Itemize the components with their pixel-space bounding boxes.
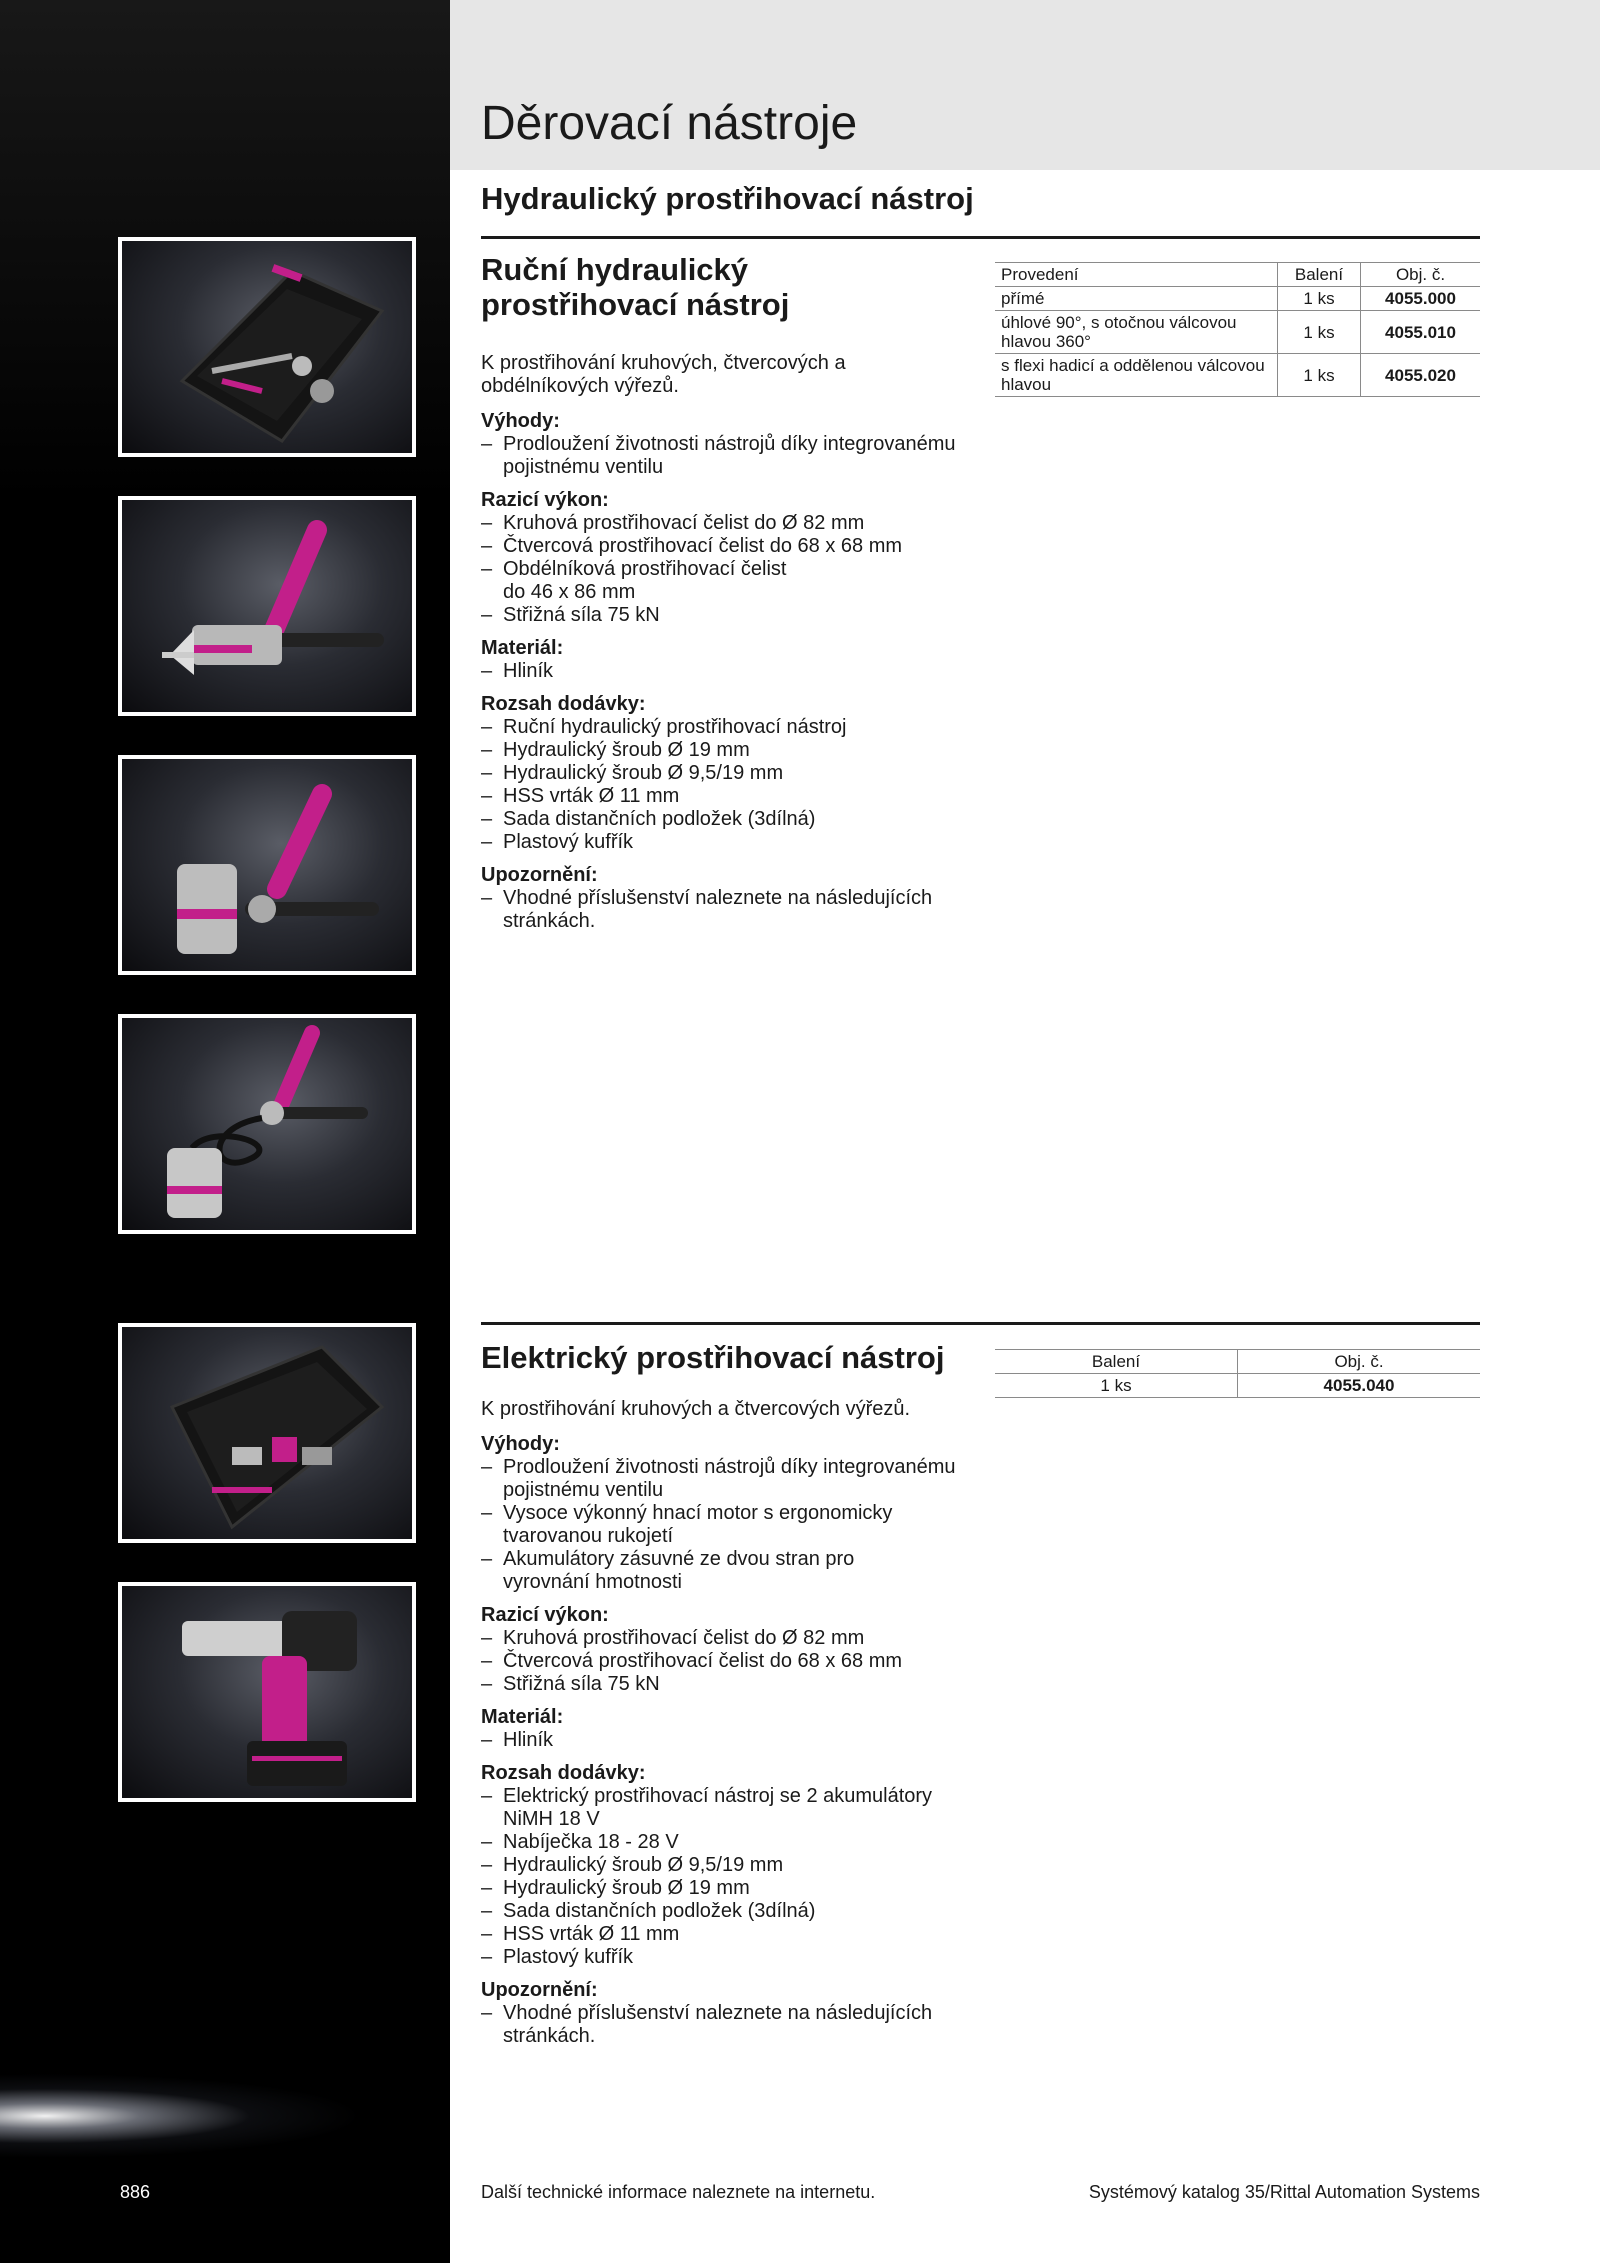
list-item: – Nabíječka 18 - 28 V xyxy=(481,1831,961,1854)
product2-material-label: Materiál: xyxy=(481,1705,564,1728)
table-header: Obj. č. xyxy=(1361,263,1481,287)
product2-rule xyxy=(481,1322,1480,1325)
product2-power-label: Razicí výkon: xyxy=(481,1603,609,1626)
product2-benefits-label: Výhody: xyxy=(481,1432,560,1455)
list-item: – Hydraulický šroub Ø 19 mm xyxy=(481,1877,961,1900)
table-header: Balení xyxy=(1278,263,1361,287)
table-cell: 4055.010 xyxy=(1361,311,1481,354)
electric-tool-case-photo xyxy=(118,1323,416,1543)
table-row xyxy=(995,354,1480,397)
product2-scope-list xyxy=(481,1785,961,1969)
table-cell: 4055.020 xyxy=(1361,354,1481,397)
page-number: 886 xyxy=(120,2182,151,2202)
product1-note-label: Upozornění: xyxy=(481,864,598,887)
list-item: – Akumulátory zásuvné ze dvou stran pro vyrovnání hmotnosti xyxy=(481,1548,903,1594)
product1-benefits-list xyxy=(481,433,961,479)
list-item: – Obdélníková prostřihovací čelist do 46 x 86 mm xyxy=(481,558,813,604)
page-title: Děrovací nástroje xyxy=(481,97,858,150)
product1-material-label: Materiál: xyxy=(481,637,564,660)
list-item: – Hydraulický šroub Ø 9,5/19 mm xyxy=(481,1854,961,1877)
list-item: – Hliník xyxy=(481,1729,961,1752)
table-cell: 1 ks xyxy=(995,1374,1238,1398)
list-item: – Čtvercová prostřihovací čelist do 68 x 68 mm xyxy=(481,1650,961,1673)
straight-hydraulic-tool-photo xyxy=(118,496,416,716)
table-row xyxy=(995,1374,1480,1398)
product1-order-table xyxy=(995,262,1480,397)
table-cell: 4055.000 xyxy=(1361,287,1481,311)
list-item: – Kruhová prostřihovací čelist do Ø 82 mm xyxy=(481,1627,961,1650)
product2-description xyxy=(481,1341,961,2048)
table-cell: 1 ks xyxy=(1278,311,1361,354)
product2-order-table xyxy=(995,1349,1480,1398)
table-header: Obj. č. xyxy=(1238,1350,1481,1374)
list-item: – Vhodné příslušenství naleznete na následujících stránkách. xyxy=(481,2002,961,2048)
table-cell: 1 ks xyxy=(1278,354,1361,397)
list-item: – Vhodné příslušenství naleznete na následujících stránkách. xyxy=(481,887,961,933)
product2-benefits-list xyxy=(481,1456,961,1594)
list-item: – Sada distančních podložek (3dílná) xyxy=(481,808,961,831)
product2-title: Elektrický prostřihovací nástroj xyxy=(481,1340,945,1375)
product1-scope-list xyxy=(481,716,961,854)
list-item: – Kruhová prostřihovací čelist do Ø 82 mm xyxy=(481,512,961,535)
section-title: Hydraulický prostřihovací nástroj xyxy=(481,181,974,216)
list-item: – Střižná síla 75 kN xyxy=(481,1673,961,1696)
table-cell: 4055.040 xyxy=(1238,1374,1481,1398)
product1-intro: K prostřihování kruhových, čtvercových a obdélníkových výřezů. xyxy=(481,352,846,398)
product2-scope-label: Rozsah dodávky: xyxy=(481,1761,646,1784)
table-row xyxy=(995,287,1480,311)
table-cell: 1 ks xyxy=(1278,287,1361,311)
list-item: – Ruční hydraulický prostřihovací nástroj xyxy=(481,716,961,739)
angled-hydraulic-tool-photo xyxy=(118,755,416,975)
product2-power-list xyxy=(481,1627,961,1696)
hydraulic-tool-case-photo xyxy=(118,237,416,457)
table-cell: přímé xyxy=(995,287,1278,311)
table-header-row xyxy=(995,1350,1480,1374)
list-item: – Plastový kufřík xyxy=(481,1946,961,1969)
list-item: – Sada distančních podložek (3dílná) xyxy=(481,1900,961,1923)
list-item: – Hydraulický šroub Ø 19 mm xyxy=(481,739,961,762)
table-header: Provedení xyxy=(995,263,1278,287)
product1-benefits-label: Výhody: xyxy=(481,410,560,433)
table-cell: s flexi hadicí a oddělenou válcovou hlavou xyxy=(995,354,1278,397)
flexi-hose-hydraulic-tool-photo xyxy=(118,1014,416,1234)
product2-note-list xyxy=(481,2002,961,2048)
product1-scope-label: Rozsah dodávky: xyxy=(481,693,646,716)
footer-catalog: Systémový katalog 35/Rittal Automation Systems xyxy=(1088,2182,1480,2202)
product1-title: Ruční hydraulický prostřihovací nástroj xyxy=(481,252,790,322)
list-item: – HSS vrták Ø 11 mm xyxy=(481,1923,961,1946)
list-item: – HSS vrták Ø 11 mm xyxy=(481,785,961,808)
product1-description xyxy=(481,253,961,933)
table-header: Balení xyxy=(995,1350,1238,1374)
list-item: – Hliník xyxy=(481,660,961,683)
table-row xyxy=(995,311,1480,354)
product2-intro: K prostřihování kruhových a čtvercových výřezů. xyxy=(481,1397,911,1420)
product1-note-list xyxy=(481,887,961,933)
product1-power-list xyxy=(481,512,961,627)
product1-material-list xyxy=(481,660,961,683)
table-cell: úhlové 90°, s otočnou válcovou hlavou 360° xyxy=(995,311,1278,354)
list-item: – Plastový kufřík xyxy=(481,831,961,854)
list-item: – Prodloužení životnosti nástrojů díky integrovanému pojistnému ventilu xyxy=(481,433,961,479)
list-item: – Vysoce výkonný hnací motor s ergonomicky tvarovanou rukojetí xyxy=(481,1502,933,1548)
list-item: – Prodloužení životnosti nástrojů díky integrovanému pojistnému ventilu xyxy=(481,1456,961,1502)
product1-power-label: Razicí výkon: xyxy=(481,489,609,512)
product2-material-list xyxy=(481,1729,961,1752)
product1-rule xyxy=(481,236,1480,239)
electric-tool-photo xyxy=(118,1582,416,1802)
list-item: – Hydraulický šroub Ø 9,5/19 mm xyxy=(481,762,961,785)
table-header-row xyxy=(995,263,1480,287)
product2-note-label: Upozornění: xyxy=(481,1978,598,2001)
list-item: – Elektrický prostřihovací nástroj se 2 akumulátory NiMH 18 V xyxy=(481,1785,961,1831)
footer-note: Další technické informace naleznete na internetu. xyxy=(481,2182,876,2202)
list-item: – Střižná síla 75 kN xyxy=(481,604,961,627)
sidebar-light-glow xyxy=(0,2050,450,2170)
list-item: – Čtvercová prostřihovací čelist do 68 x 68 mm xyxy=(481,535,961,558)
